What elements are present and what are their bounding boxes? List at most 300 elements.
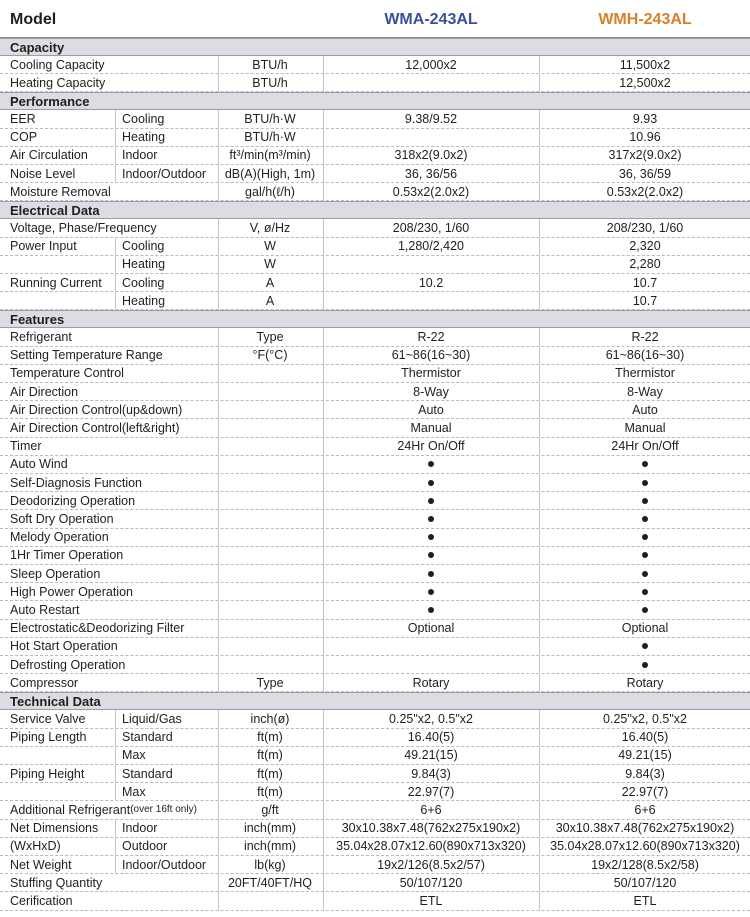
spec-label-text: High Power Operation xyxy=(10,584,133,599)
model-a-value xyxy=(324,529,538,546)
model-b-value xyxy=(540,838,750,855)
spec-sublabel: Cooling xyxy=(122,239,165,254)
model-b-value xyxy=(540,583,750,600)
spec-label xyxy=(10,456,68,473)
spec-unit: ft(m) xyxy=(257,730,283,745)
spec-unit: BTU/h xyxy=(252,75,288,90)
column-divider xyxy=(115,838,116,855)
spec-row xyxy=(0,620,750,638)
spec-row xyxy=(0,638,750,656)
model-b-value xyxy=(540,110,750,127)
model-a-value xyxy=(324,492,538,509)
model-b-value-text: 9.84(3) xyxy=(625,766,665,781)
column-divider xyxy=(115,710,116,727)
model-b-value-text: 0.25"x2, 0.5"x2 xyxy=(603,711,687,726)
section-title: Electrical Data xyxy=(10,202,100,218)
model-a-value xyxy=(324,674,538,691)
column-divider xyxy=(115,729,116,746)
spec-unit: ft(m) xyxy=(257,748,283,763)
feature-dot-icon xyxy=(642,461,648,467)
model-a-value xyxy=(324,74,538,91)
column-divider xyxy=(218,510,219,527)
spec-row xyxy=(0,547,750,565)
spec-label-text: Auto Restart xyxy=(10,602,80,617)
spec-label xyxy=(10,801,197,818)
feature-dot-icon xyxy=(642,534,648,540)
model-a-value xyxy=(324,565,538,582)
model-b-value xyxy=(540,347,750,364)
spec-label-text: Compressor xyxy=(10,675,79,690)
feature-dot-icon xyxy=(428,498,434,504)
column-divider xyxy=(218,529,219,546)
model-a-value-text: 19x2/126(8.5x2/57) xyxy=(377,857,485,872)
column-divider xyxy=(115,165,116,182)
model-a-value-text: 30x10.38x7.48(762x275x190x2) xyxy=(341,821,521,836)
model-a-value xyxy=(324,383,538,400)
feature-dot-icon xyxy=(642,607,648,613)
model-b-value-text: 19x2/128(8.5x2/58) xyxy=(591,857,699,872)
spec-row xyxy=(0,147,750,165)
model-b-value xyxy=(540,328,750,345)
spec-row xyxy=(0,529,750,547)
spec-row xyxy=(0,74,750,92)
spec-row xyxy=(0,347,750,365)
model-b-value-text: 11,500x2 xyxy=(619,57,671,72)
spec-row xyxy=(0,456,750,474)
spec-unit: °F(°C) xyxy=(252,348,288,363)
spec-label xyxy=(10,474,142,491)
model-b-name: WMH-243AL xyxy=(598,10,692,28)
model-b-value xyxy=(540,129,750,146)
model-a-value-text: 24Hr On/Off xyxy=(397,439,465,454)
model-a-value-text: 0.53x2(2.0x2) xyxy=(392,184,470,199)
model-a-value-text: Optional xyxy=(407,621,455,636)
model-a-value-text: 50/107/120 xyxy=(399,875,463,890)
feature-dot-icon xyxy=(642,498,648,504)
spec-sublabel: Liquid/Gas xyxy=(122,711,182,726)
model-a-value-text: 0.25"x2, 0.5"x2 xyxy=(389,711,473,726)
model-b-value xyxy=(540,710,750,727)
spec-row xyxy=(0,874,750,892)
spec-row xyxy=(0,365,750,383)
spec-label-text: Noise Level xyxy=(10,166,76,181)
spec-sublabel: Cooling xyxy=(122,275,165,290)
column-divider xyxy=(115,256,116,273)
model-b-value-text: 6+6 xyxy=(634,802,656,817)
spec-label-text: Air Direction Control(up&down) xyxy=(10,402,183,417)
spec-row xyxy=(0,492,750,510)
model-a-value xyxy=(324,438,538,455)
spec-label-text: Service Valve xyxy=(10,711,86,726)
spec-sublabel: Heating xyxy=(122,130,166,145)
spec-label xyxy=(10,383,78,400)
model-a-value-text: Rotary xyxy=(412,675,450,690)
model-b-value-text: 10.96 xyxy=(629,130,661,145)
model-a-value xyxy=(324,110,538,127)
model-b-value-text: 2,280 xyxy=(629,257,661,272)
model-b-value-text: 22.97(7) xyxy=(621,784,669,799)
spec-label xyxy=(10,110,36,127)
model-b-value-text: 208/230, 1/60 xyxy=(606,220,684,235)
section-header xyxy=(0,692,750,710)
spec-label-text: Running Current xyxy=(10,275,102,290)
model-a-value-text: 36, 36/56 xyxy=(404,166,458,181)
spec-sublabel: Standard xyxy=(122,766,173,781)
spec-label xyxy=(10,238,77,255)
spec-unit: ft(m) xyxy=(257,766,283,781)
spec-label-text: Heating Capacity xyxy=(10,75,106,90)
model-label: Model xyxy=(10,10,57,28)
spec-row xyxy=(0,838,750,856)
model-a-value-text: 9.84(3) xyxy=(411,766,451,781)
spec-label xyxy=(10,729,86,746)
spec-label xyxy=(10,419,180,436)
model-b-value xyxy=(540,256,750,273)
spec-row xyxy=(0,565,750,583)
model-a-value xyxy=(324,401,538,418)
spec-sublabel: Max xyxy=(122,748,146,763)
model-a-value xyxy=(324,419,538,436)
model-b-value xyxy=(540,383,750,400)
model-b-value xyxy=(540,183,750,200)
spec-unit: BTU/h xyxy=(252,57,288,72)
column-divider xyxy=(115,765,116,782)
spec-row xyxy=(0,129,750,147)
model-b-value-text: 24Hr On/Off xyxy=(611,439,679,454)
spec-row xyxy=(0,801,750,819)
spec-label xyxy=(10,674,78,691)
spec-row xyxy=(0,438,750,456)
section-header xyxy=(0,310,750,328)
model-a-value xyxy=(324,274,538,291)
spec-label xyxy=(10,328,72,345)
model-a-value-text: 61~86(16~30) xyxy=(391,348,471,363)
model-b-value xyxy=(540,783,750,800)
model-a-value-text: 8-Way xyxy=(413,384,449,399)
column-divider xyxy=(218,383,219,400)
spec-sublabel: Indoor xyxy=(122,148,158,163)
spec-label xyxy=(10,183,111,200)
model-b-value xyxy=(540,656,750,673)
model-a-value-text: 10.2 xyxy=(418,275,444,290)
column-divider xyxy=(218,492,219,509)
model-a-value xyxy=(324,474,538,491)
spec-unit: W xyxy=(264,257,276,272)
model-a-value xyxy=(324,292,538,309)
model-b-value xyxy=(540,747,750,764)
spec-unit: A xyxy=(265,293,275,308)
model-b-value-text: 10.7 xyxy=(632,293,658,308)
model-a-value xyxy=(324,347,538,364)
model-a-value xyxy=(324,892,538,909)
spec-label xyxy=(10,583,133,600)
model-b-value xyxy=(540,238,750,255)
section-title: Features xyxy=(10,311,65,327)
spec-row xyxy=(0,729,750,747)
spec-label-text: Net Weight xyxy=(10,857,72,872)
spec-label-text: Cooling Capacity xyxy=(10,57,105,72)
model-a-value xyxy=(324,510,538,527)
model-a-value xyxy=(324,747,538,764)
model-b-value xyxy=(540,401,750,418)
spec-sublabel: Heating xyxy=(122,257,166,272)
spec-row xyxy=(0,765,750,783)
spec-row xyxy=(0,110,750,128)
spec-label-text: Air Direction xyxy=(10,384,79,399)
model-b-value-text: 8-Way xyxy=(627,384,663,399)
model-b-value xyxy=(540,510,750,527)
spec-row xyxy=(0,856,750,874)
model-b-value xyxy=(540,601,750,618)
model-a-value xyxy=(324,856,538,873)
spec-row xyxy=(0,256,750,274)
model-b-value xyxy=(540,56,750,73)
feature-dot-icon xyxy=(428,461,434,467)
spec-label xyxy=(10,838,61,855)
model-b-value-text: 49.21(15) xyxy=(618,748,672,763)
model-a-value-text: 6+6 xyxy=(420,802,442,817)
spec-label xyxy=(10,165,75,182)
column-divider xyxy=(115,292,116,309)
model-b-value-text: 12,500x2 xyxy=(619,75,671,90)
feature-dot-icon xyxy=(428,589,434,595)
spec-label-text: Additional Refrigerant xyxy=(10,802,131,817)
spec-unit: W xyxy=(264,239,276,254)
spec-row xyxy=(0,328,750,346)
model-b-value-text: 50/107/120 xyxy=(613,875,677,890)
spec-label-text: 1Hr Timer Operation xyxy=(10,548,124,563)
model-b-value-text: 317x2(9.0x2) xyxy=(608,148,682,163)
spec-unit: g/ft xyxy=(261,802,279,817)
model-a-value xyxy=(324,783,538,800)
spec-unit: dB(A)(High, 1m) xyxy=(224,166,316,181)
model-b-value xyxy=(540,365,750,382)
model-header-row xyxy=(0,2,750,38)
model-b-value xyxy=(540,565,750,582)
feature-dot-icon xyxy=(642,552,648,558)
feature-dot-icon xyxy=(428,534,434,540)
model-b-value xyxy=(540,438,750,455)
model-b-value-text: 30x10.38x7.48(762x275x190x2) xyxy=(555,821,735,836)
spec-sublabel: Indoor/Outdoor xyxy=(122,166,207,181)
spec-label-text: Melody Operation xyxy=(10,530,109,545)
spec-label-text: Self-Diagnosis Function xyxy=(10,475,143,490)
model-a-value xyxy=(324,183,538,200)
model-a-value xyxy=(324,56,538,73)
spec-label-text: Air Circulation xyxy=(10,148,88,163)
spec-label xyxy=(10,74,105,91)
spec-row xyxy=(0,274,750,292)
spec-label-text: Electrostatic&Deodorizing Filter xyxy=(10,621,185,636)
model-b-value-text: Thermistor xyxy=(615,366,675,381)
model-a-value-text: 35.04x28.07x12.60(890x713x320) xyxy=(336,839,526,854)
spec-label-text: Air Direction Control(left&right) xyxy=(10,420,180,435)
column-divider xyxy=(115,238,116,255)
model-a-value xyxy=(324,638,538,655)
column-divider xyxy=(218,892,219,909)
model-b-value xyxy=(540,492,750,509)
spec-row xyxy=(0,401,750,419)
spec-label-text: EER xyxy=(10,111,36,126)
feature-dot-icon xyxy=(642,589,648,595)
spec-label-text: (WxHxD) xyxy=(10,839,61,854)
spec-label-text: Stuffing Quantity xyxy=(10,875,103,890)
spec-label xyxy=(10,874,102,891)
model-b-value xyxy=(540,620,750,637)
spec-unit: Type xyxy=(256,675,284,690)
model-a-value xyxy=(324,328,538,345)
model-a-value-text: 318x2(9.0x2) xyxy=(394,148,468,163)
spec-row xyxy=(0,292,750,310)
column-divider xyxy=(218,438,219,455)
spec-label-text: Net Dimensions xyxy=(10,821,99,836)
spec-label-text: Piping Length xyxy=(10,730,87,745)
model-a-value xyxy=(324,620,538,637)
model-a-value xyxy=(324,710,538,727)
spec-label-text: Cerification xyxy=(10,893,73,908)
spec-label xyxy=(10,56,105,73)
model-b-value xyxy=(540,74,750,91)
model-a-value xyxy=(324,874,538,891)
model-b-value xyxy=(540,874,750,891)
spec-label xyxy=(10,147,88,164)
feature-dot-icon xyxy=(642,662,648,668)
spec-label-text: Timer xyxy=(10,439,42,454)
model-b-value xyxy=(540,292,750,309)
spec-unit: BTU/h·W xyxy=(244,130,296,145)
spec-label xyxy=(10,365,124,382)
column-divider xyxy=(218,401,219,418)
model-b-value-text: Manual xyxy=(624,420,666,435)
column-divider xyxy=(115,820,116,837)
feature-dot-icon xyxy=(642,571,648,577)
model-b-value-text: 0.53x2(2.0x2) xyxy=(606,184,684,199)
spec-unit: gal/h(ℓ/h) xyxy=(245,184,295,199)
spec-label xyxy=(10,638,118,655)
spec-label xyxy=(10,529,109,546)
spec-sublabel: Indoor xyxy=(122,821,158,836)
spec-row xyxy=(0,419,750,437)
spec-unit: lb(kg) xyxy=(254,857,286,872)
model-a-value-text: 1,280/2,420 xyxy=(397,239,465,254)
model-a-value xyxy=(324,583,538,600)
spec-label xyxy=(10,219,157,236)
spec-label-text: Soft Dry Operation xyxy=(10,511,114,526)
model-b-value-text: 10.7 xyxy=(632,275,658,290)
spec-unit: ft³/min(m³/min) xyxy=(229,148,311,163)
spec-label xyxy=(10,274,102,291)
model-a-value xyxy=(324,547,538,564)
feature-dot-icon xyxy=(428,552,434,558)
section-title: Technical Data xyxy=(10,693,101,709)
model-a-value xyxy=(324,147,538,164)
spec-row xyxy=(0,474,750,492)
feature-dot-icon xyxy=(428,516,434,522)
model-b-value-text: Optional xyxy=(621,621,669,636)
model-b-value-text: 9.93 xyxy=(632,111,658,126)
spec-label xyxy=(10,547,123,564)
spec-label xyxy=(10,492,135,509)
spec-label-text: Power Input xyxy=(10,239,77,254)
spec-label-text: Hot Start Operation xyxy=(10,639,118,654)
spec-row xyxy=(0,710,750,728)
spec-row xyxy=(0,892,750,910)
column-divider xyxy=(218,565,219,582)
column-divider xyxy=(218,419,219,436)
model-b-value-text: 16.40(5) xyxy=(621,730,669,745)
model-b-value xyxy=(540,419,750,436)
model-b-value xyxy=(540,219,750,236)
model-b-value xyxy=(540,729,750,746)
spec-label xyxy=(10,565,100,582)
model-a-value xyxy=(324,129,538,146)
spec-label-text: Piping Height xyxy=(10,766,85,781)
column-divider xyxy=(218,638,219,655)
model-b-value xyxy=(540,474,750,491)
spec-label xyxy=(10,710,86,727)
spec-row xyxy=(0,383,750,401)
column-divider xyxy=(218,456,219,473)
column-divider xyxy=(115,274,116,291)
section-header xyxy=(0,38,750,56)
model-b-value xyxy=(540,547,750,564)
model-a-value xyxy=(324,601,538,618)
column-divider xyxy=(115,856,116,873)
model-a-value xyxy=(324,765,538,782)
spec-sublabel: Heating xyxy=(122,293,166,308)
model-b-value xyxy=(540,147,750,164)
spec-row xyxy=(0,783,750,801)
spec-unit: V, ø/Hz xyxy=(249,220,291,235)
model-a-value-text: R-22 xyxy=(417,329,445,344)
spec-label-text: Sleep Operation xyxy=(10,566,101,581)
model-b-value-text: Rotary xyxy=(626,675,664,690)
column-divider xyxy=(115,129,116,146)
spec-label xyxy=(10,856,72,873)
model-b-value xyxy=(540,892,750,909)
model-b-value-text: ETL xyxy=(633,893,657,908)
section-header xyxy=(0,92,750,110)
feature-dot-icon xyxy=(642,480,648,486)
feature-dot-icon xyxy=(428,571,434,577)
model-a-value xyxy=(324,219,538,236)
model-b-value-text: Auto xyxy=(632,402,658,417)
spec-row xyxy=(0,219,750,237)
model-a-value xyxy=(324,656,538,673)
feature-dot-icon xyxy=(642,643,648,649)
spec-row xyxy=(0,601,750,619)
spec-sublabel: Max xyxy=(122,784,146,799)
feature-dot-icon xyxy=(642,516,648,522)
model-a-value xyxy=(324,838,538,855)
spec-label xyxy=(10,820,98,837)
column-divider xyxy=(115,783,116,800)
feature-dot-icon xyxy=(428,607,434,613)
spec-label-text: Setting Temperature Range xyxy=(10,348,163,363)
spec-label-text: Defrosting Operation xyxy=(10,657,126,672)
model-b-value-text: 2,320 xyxy=(629,239,661,254)
model-a-value-text: 12,000x2 xyxy=(405,57,457,72)
model-b-value xyxy=(540,529,750,546)
spec-row xyxy=(0,238,750,256)
column-divider xyxy=(115,147,116,164)
model-a-value xyxy=(324,729,538,746)
model-a-value-text: 16.40(5) xyxy=(407,730,455,745)
spec-label xyxy=(10,401,182,418)
spec-sublabel: Indoor/Outdoor xyxy=(122,857,207,872)
column-divider xyxy=(218,583,219,600)
model-a-value-text: 9.38/9.52 xyxy=(404,111,458,126)
